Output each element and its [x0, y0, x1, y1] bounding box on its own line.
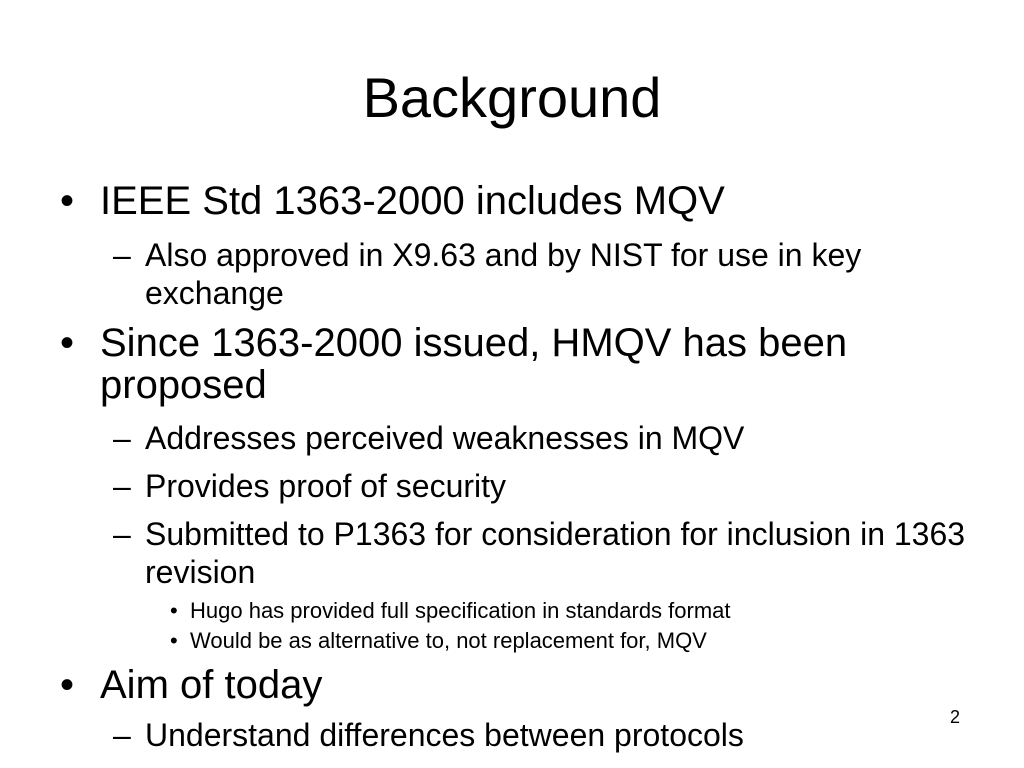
bullet-level2: [113, 419, 975, 457]
bullet-marker: •: [60, 179, 75, 223]
slide-title: Background: [362, 66, 662, 129]
bullet-text: Provides proof of security: [145, 468, 507, 504]
bullet-level3: [170, 626, 950, 656]
bullet-marker: •: [60, 663, 75, 707]
bullet-text: IEEE Std 1363-2000 includes MQV: [100, 179, 725, 223]
bullet-text: Would be as alternative to, not replacement for, MQV: [190, 628, 707, 653]
bullet-text: Since 1363-2000 issued, HMQV has been proposed: [100, 321, 848, 407]
bullet-level1: [60, 180, 1000, 222]
bullet-level2: [113, 515, 975, 591]
bullet-text: Also approved in X9.63 and by NIST for use in key exchange: [145, 237, 862, 311]
bullet-level1: [60, 322, 1000, 406]
bullet-text: Hugo has provided full specification in standards format: [190, 598, 731, 623]
dash-marker: –: [113, 420, 131, 456]
bullet-marker: •: [170, 628, 178, 653]
bullet-level2: [113, 467, 975, 505]
bullet-level2: [113, 716, 975, 754]
bullet-text: Aim of today: [100, 663, 323, 707]
bullet-text: Submitted to P1363 for consideration for inclusion in 1363 revision: [145, 516, 966, 590]
dash-marker: –: [113, 717, 131, 753]
page-number: 2: [949, 707, 960, 727]
bullet-text: Understand differences between protocols: [145, 717, 744, 753]
bullet-level2: [113, 236, 975, 312]
bullet-marker: •: [170, 598, 178, 623]
bullet-level3: [170, 596, 950, 626]
bullet-level1: [60, 664, 1000, 706]
bullet-marker: •: [60, 321, 75, 365]
dash-marker: –: [113, 468, 131, 504]
dash-marker: –: [113, 516, 131, 552]
dash-marker: –: [113, 237, 131, 273]
bullet-text: Addresses perceived weaknesses in MQV: [145, 420, 745, 456]
